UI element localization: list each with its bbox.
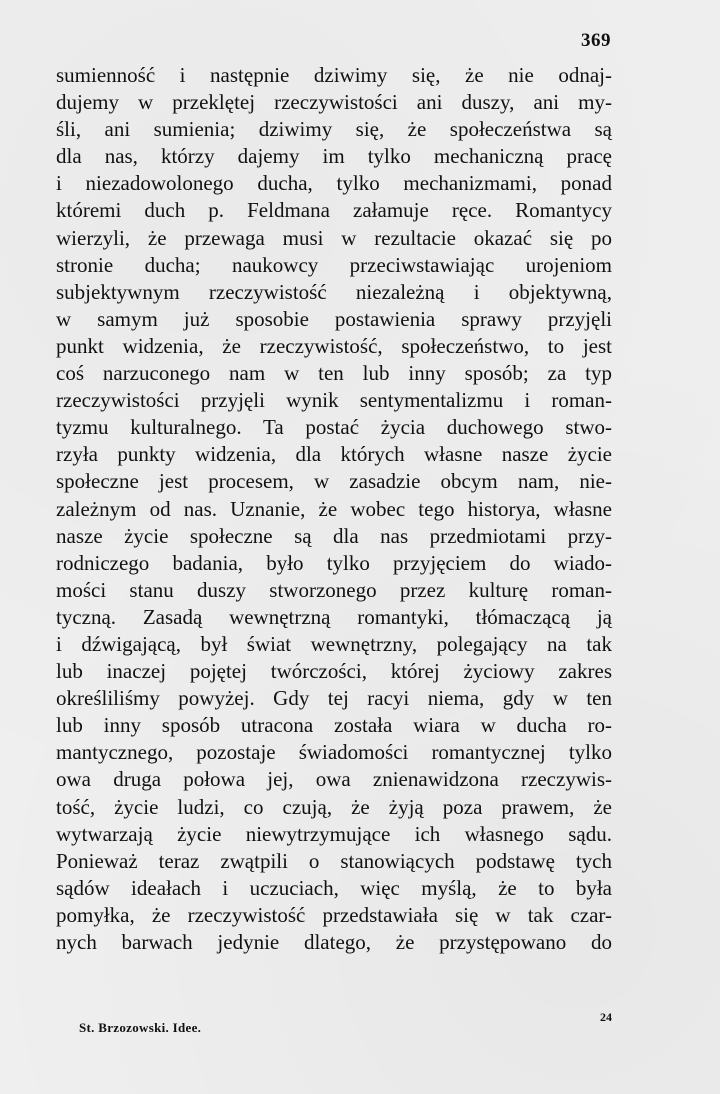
text-line: mości stanu duszy stworzonego przez kulturę roman- [56, 577, 612, 602]
page-footer [79, 1010, 612, 1040]
text-line: któremi duch p. Feldmana załamuje ręce. Romantycy [56, 198, 612, 223]
text-line: rzeczywistości przyjęli wynik sentymentalizmu i roman- [56, 388, 612, 413]
text-line: śli, ani sumienia; dziwimy się, że społeczeństwa są [56, 117, 612, 142]
text-line: tyczną. Zasadą wewnętrzną romantyki, tłómaczącą ją [56, 604, 612, 629]
text-line: rzyła punkty widzenia, dla których własne nasze życie [56, 442, 612, 467]
sheet-number: 24 [600, 1010, 612, 1024]
text-line: i dźwigającą, był świat wewnętrzny, polegający na tak [56, 631, 612, 656]
page-number: 369 [581, 30, 611, 51]
text-line: owa druga połowa jej, owa znienawidzona rzeczywis- [56, 767, 612, 792]
text-line: rodniczego badania, było tylko przyjęciem do wiado- [56, 550, 612, 575]
text-line: lub inny sposób utracona została wiara w ducha ro- [56, 713, 612, 738]
text-line: nych barwach jedynie dlatego, że przystępowano do [56, 930, 612, 954]
text-line: wytwarzają życie niewytrzymujące ich własnego sądu. [56, 821, 612, 846]
text-line: w samym już sposobie postawienia sprawy przyjęli [56, 306, 612, 331]
text-line: pomyłka, że rzeczywistość przedstawiała się w tak czar- [56, 902, 612, 927]
text-line: społeczne jest procesem, w zasadzie obcym nam, nie- [56, 469, 612, 494]
text-line: dujemy w przeklętej rzeczywistości ani duszy, ani my- [56, 90, 612, 115]
text-line: zależnym od nas. Uznanie, że wobec tego historya, własne [56, 496, 612, 521]
text-line: tość, życie ludzi, co czują, że żyją poza prawem, że [56, 794, 612, 819]
text-line: mantycznego, pozostaje świadomości romantycznej tylko [56, 740, 612, 765]
text-line: subjektywnym rzeczywistość niezależną i objektywną, [56, 279, 612, 304]
printer-signature: St. Brzozowski. Idee. [79, 1020, 202, 1035]
text-line: określiliśmy powyżej. Gdy tej racyi niema, gdy w ten [56, 686, 612, 711]
text-line: sumienność i następnie dziwimy się, że nie odnaj- [56, 63, 612, 87]
body-text [56, 62, 612, 956]
text-line: Ponieważ teraz zwątpili o stanowiących podstawę tych [56, 848, 612, 873]
text-line: coś narzuconego nam w ten lub inny sposób; za typ [56, 361, 612, 386]
text-line: tyzmu kulturalnego. Ta postać życia duchowego stwo- [56, 415, 612, 440]
text-line: nasze życie społeczne są dla nas przedmiotami przy- [56, 523, 612, 548]
text-line: dla nas, którzy dajemy im tylko mechaniczną pracę [56, 144, 612, 169]
text-line: lub inaczej pojętej twórczości, której życiowy zakres [56, 659, 612, 684]
text-line: sądów ideałach i uczuciach, więc myślą, że to była [56, 875, 612, 900]
text-line: punkt widzenia, że rzeczywistość, społeczeństwo, to jest [56, 333, 612, 358]
text-line: stronie ducha; naukowcy przeciwstawiając urojeniom [56, 252, 612, 277]
text-line: i niezadowolonego ducha, tylko mechanizmami, ponad [56, 171, 612, 196]
text-line: wierzyli, że przewaga musi w rezultacie okazać się po [56, 225, 612, 250]
